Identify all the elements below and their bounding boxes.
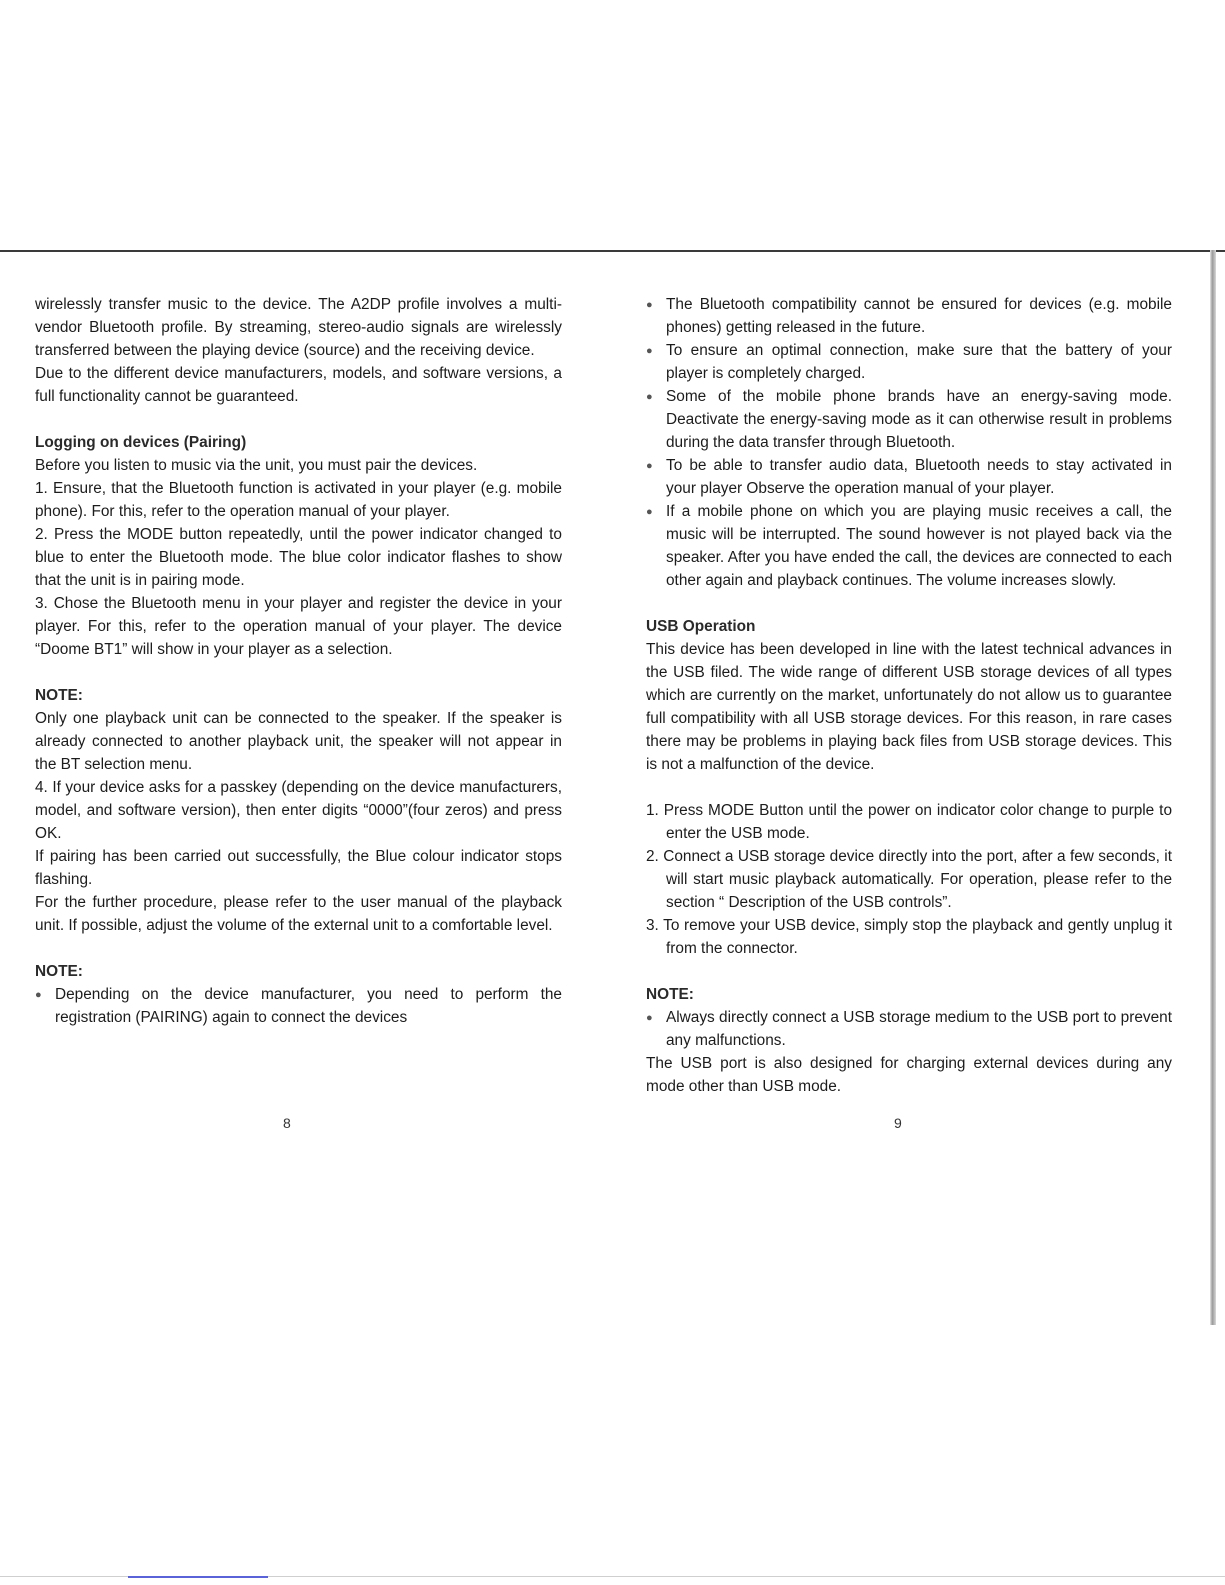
pairing-heading: Logging on devices (Pairing) bbox=[35, 434, 247, 451]
pairing-step-3: 3. Chose the Bluetooth menu in your player and register the device in your player. For this, refer to the operation manual of your player. The device “Doome BT1” will show in your player as a selection. bbox=[35, 595, 562, 658]
bullet-icon: ● bbox=[646, 1012, 653, 1024]
page-edge-shadow bbox=[1210, 250, 1216, 1325]
top-rule bbox=[0, 250, 1225, 252]
note-text: Only one playback unit can be connected to the speaker. If the speaker is already connected to another playback unit, the speaker will not appear in the BT selection menu. bbox=[35, 710, 562, 773]
usb-charging-paragraph: The USB port is also designed for charging external devices during any mode other than USB mode. bbox=[646, 1055, 1172, 1095]
list-item: ● If a mobile phone on which you are playing music receives a call, the music will be interrupted. The sound however is not played back via the speaker. After you have ended the call, the devices are connected to each other again and playback continues. The volume increases slowly. bbox=[646, 500, 1172, 592]
bullet-icon: ● bbox=[646, 391, 653, 403]
page-number: 9 bbox=[894, 1115, 902, 1131]
further-procedure-paragraph: For the further procedure, please refer to the user manual of the playback unit. If possible, adjust the volume of the external unit to a comfortable level. bbox=[35, 894, 562, 934]
pairing-step-1: 1. Ensure, that the Bluetooth function is activated in your player (e.g. mobile phone). For this, refer to the operation manual of your player. bbox=[35, 480, 562, 520]
page-number: 8 bbox=[283, 1115, 291, 1131]
compatibility-paragraph: Due to the different device manufacturers, models, and software versions, a full functionality cannot be guaranteed. bbox=[35, 365, 562, 405]
bottom-mark bbox=[128, 1576, 268, 1578]
bullet-icon: ● bbox=[646, 345, 653, 357]
left-page bbox=[35, 293, 562, 1029]
list-item: ● Some of the mobile phone brands have an energy-saving mode. Deactivate the energy-saving mode as it can otherwise result in problems during the data transfer through Bluetooth. bbox=[646, 385, 1172, 454]
note-heading: NOTE: bbox=[646, 986, 694, 1003]
note-heading: NOTE: bbox=[35, 687, 83, 704]
intro-paragraph: wirelessly transfer music to the device. The A2DP profile involves a multi-vendor Bluetooth profile. By streaming, stereo-audio signals are wirelessly transferred between the playing device (source) and the receiving device. bbox=[35, 296, 562, 359]
pairing-intro: Before you listen to music via the unit, you must pair the devices. bbox=[35, 457, 478, 474]
pairing-step-2: 2. Press the MODE button repeatedly, until the power indicator changed to blue to enter the Bluetooth mode. The blue color indicator flashes to show that the unit is in pairing mode. bbox=[35, 526, 562, 589]
pairing-success-paragraph: If pairing has been carried out successfully, the Blue colour indicator stops flashing. bbox=[35, 848, 562, 888]
pairing-step-4: 4. If your device asks for a passkey (depending on the device manufacturers, model, and software version), then enter digits “0000”(four zeros) and press OK. bbox=[35, 779, 562, 842]
list-item: ● The Bluetooth compatibility cannot be ensured for devices (e.g. mobile phones) getting released in the future. bbox=[646, 293, 1172, 339]
usb-heading: USB Operation bbox=[646, 618, 756, 635]
bullet-icon: ● bbox=[35, 989, 42, 1001]
list-item: ● Always directly connect a USB storage medium to the USB port to prevent any malfunctions. bbox=[646, 1006, 1172, 1052]
list-item: ● To be able to transfer audio data, Bluetooth needs to stay activated in your player Observe the operation manual of your player. bbox=[646, 454, 1172, 500]
bullet-icon: ● bbox=[646, 460, 653, 472]
bullet-icon: ● bbox=[646, 506, 653, 518]
right-page bbox=[646, 293, 1172, 1098]
usb-step-1: 1. Press MODE Button until the power on indicator color change to purple to enter the USB mode. bbox=[646, 802, 1172, 842]
list-item: ● To ensure an optimal connection, make sure that the battery of your player is completely charged. bbox=[646, 339, 1172, 385]
note-heading: NOTE: bbox=[35, 963, 83, 980]
usb-step-2: 2. Connect a USB storage device directly into the port, after a few seconds, it will start music playback automatically. For operation, please refer to the section “ Description of the USB controls”. bbox=[646, 848, 1172, 911]
usb-step-3: 3. To remove your USB device, simply stop the playback and gently unplug it from the connector. bbox=[646, 917, 1172, 957]
list-item: ● Depending on the device manufacturer, you need to perform the registration (PAIRING) again to connect the devices bbox=[35, 983, 562, 1029]
usb-paragraph: This device has been developed in line with the latest technical advances in the USB filed. The wide range of different USB storage devices of all types which are currently on the market, unfortunately do not allow us to guarantee full compatibility with all USB storage devices. For this reason, in rare cases there may be problems in playing back files from USB storage devices. This is not a malfunction of the device. bbox=[646, 641, 1172, 773]
bullet-icon: ● bbox=[646, 299, 653, 311]
